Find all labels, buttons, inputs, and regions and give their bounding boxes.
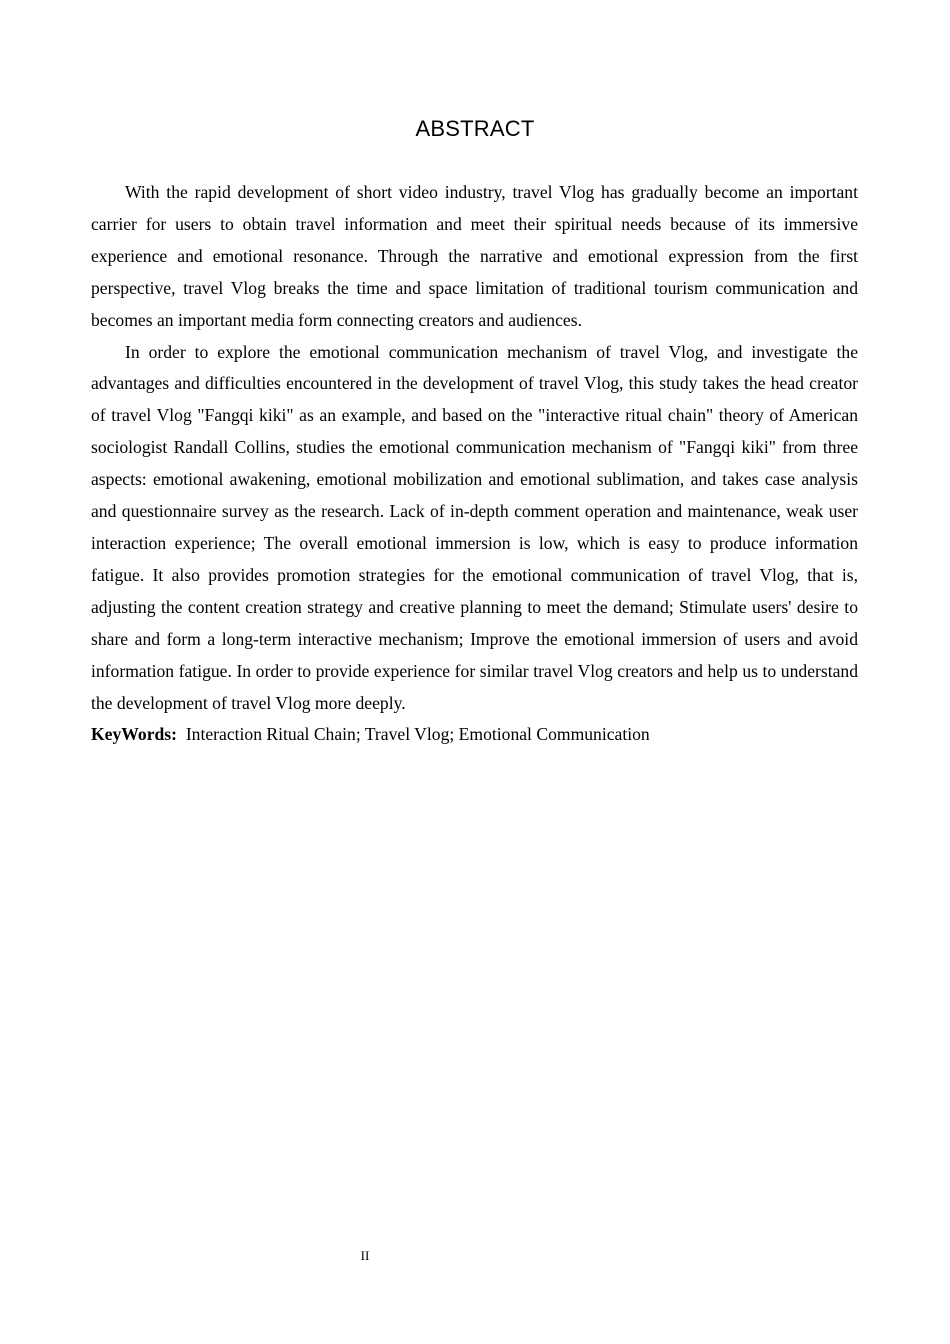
keywords-line [91,719,858,751]
abstract-body [91,177,858,751]
page-number: II [360,1248,370,1263]
keywords-label: KeyWords: [91,724,178,745]
abstract-paragraph-1: With the rapid development of short video industry, travel Vlog has gradually become an important carrier for users to obtain travel information and meet their spiritual needs because of its immersive experience and emotional resonance. Through the narrative and emotional expression from the first perspective, travel Vlog breaks the time and space limitation of traditional tourism communication and becomes an important media form connecting creators and audiences. [91,182,858,330]
abstract-paragraph-2: In order to explore the emotional communication mechanism of travel Vlog, and investigate the advantages and difficulties encountered in the development of travel Vlog, this study takes the head creator of travel Vlog "Fangqi kiki" as an example, and based on the "interactive ritual chain" theory of American sociologist Randall Collins, studies the emotional communication mechanism of "Fangqi kiki" from three aspects: emotional awakening, emotional mobilization and emotional sublimation, and takes case analysis and questionnaire survey as the research. Lack of in-depth comment operation and maintenance, weak user interaction experience; The overall emotional immersion is low, which is easy to produce information fatigue. It also provides promotion strategies for the emotional communication of travel Vlog, that is, adjusting the content creation strategy and creative planning to meet the demand; Stimulate users' desire to share and form a long-term interactive mechanism; Improve the emotional immersion of users and avoid information fatigue. In order to provide experience for similar travel Vlog creators and help us to understand the development of travel Vlog more deeply. [91,341,858,713]
page-title: ABSTRACT [415,116,535,141]
keywords-list: Interaction Ritual Chain; Travel Vlog; Emotional Communication [185,724,650,745]
